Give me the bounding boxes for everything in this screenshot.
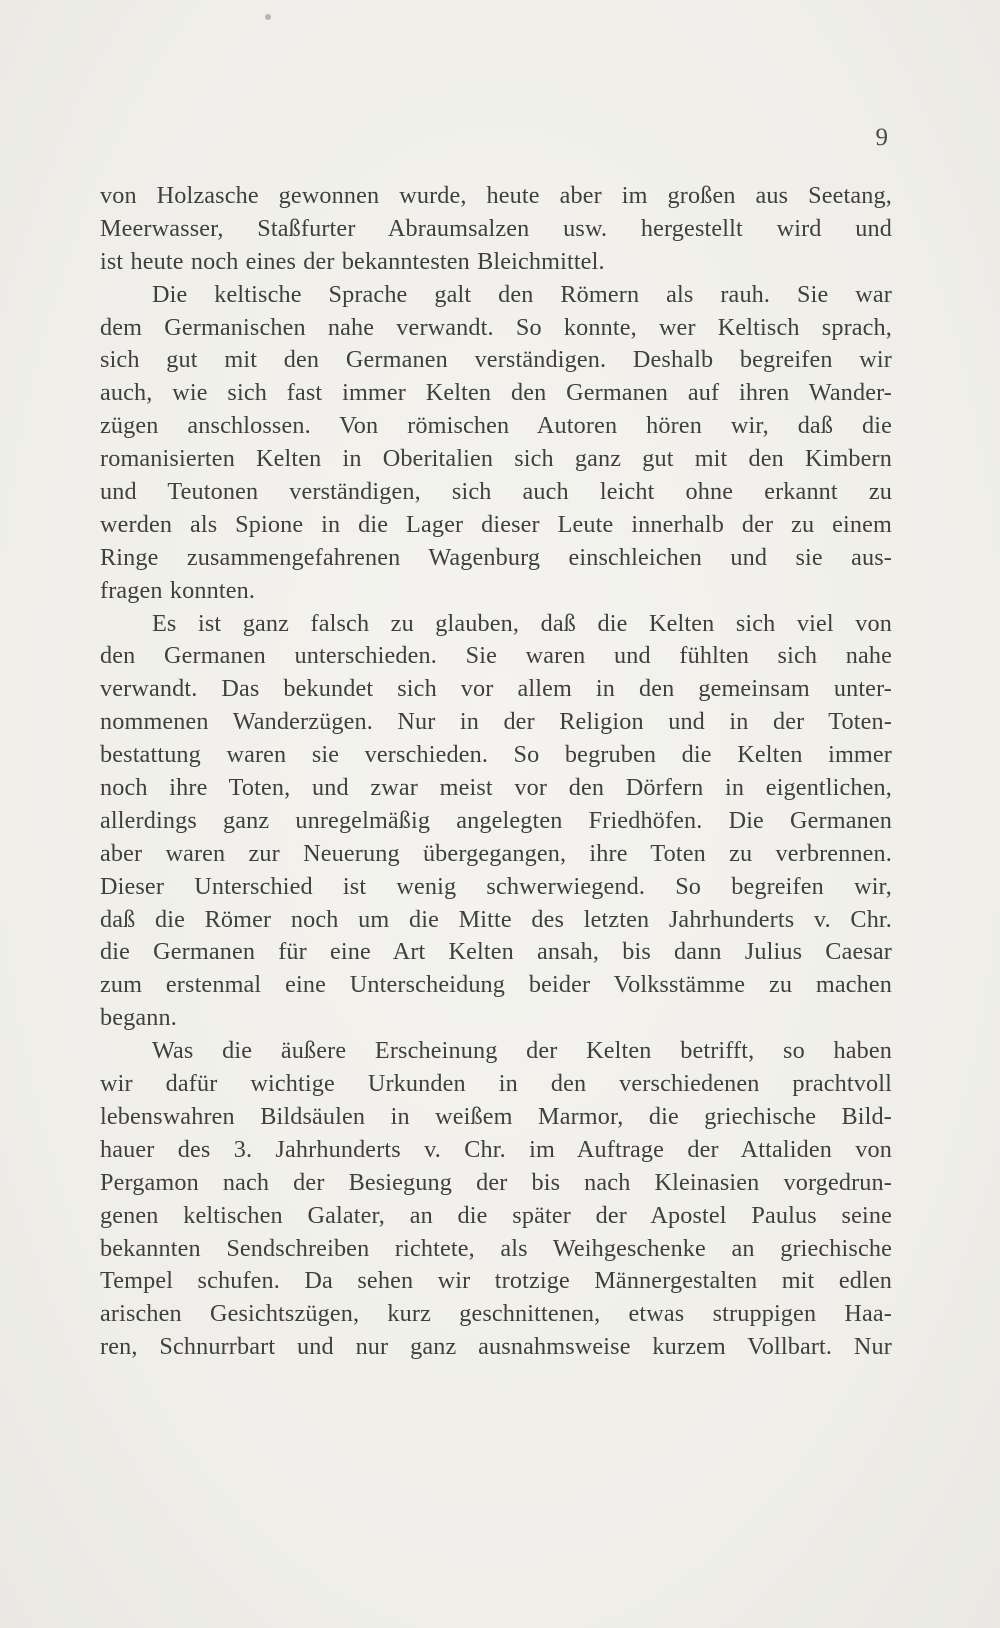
text-line: Dieser Unterschied ist wenig schwerwiegend. So begreifen wir,	[100, 872, 892, 900]
text-line: romanisierten Kelten in Oberitalien sich ganz gut mit den Kimbern	[100, 445, 892, 473]
text-line: genen keltischen Galater, an die später der Apostel Paulus seine	[100, 1201, 892, 1229]
text-line: den Germanen unterschieden. Sie waren und fühlten sich nahe	[100, 642, 892, 670]
text-line: wir dafür wichtige Urkunden in den verschiedenen prachtvoll	[100, 1070, 892, 1098]
text-line: allerdings ganz unregelmäßig angelegten Friedhöfen. Die Germanen	[100, 806, 892, 834]
text-line: noch ihre Toten, und zwar meist vor den Dörfern in eigentlichen,	[100, 774, 892, 802]
text-line: bestattung waren sie verschieden. So begruben die Kelten immer	[100, 741, 892, 769]
paper-speck	[265, 14, 271, 20]
text-line: lebenswahren Bildsäulen in weißem Marmor, die griechische Bild-	[100, 1102, 892, 1130]
text-line: Es ist ganz falsch zu glauben, daß die Kelten sich viel von	[152, 609, 892, 637]
text-line: Ringe zusammengefahrenen Wagenburg einschleichen und sie aus-	[100, 543, 892, 571]
text-line: zügen anschlossen. Von römischen Autoren hören wir, daß die	[100, 412, 892, 440]
text-line: fragen konnten.	[100, 576, 256, 604]
text-line: begann.	[100, 1004, 177, 1032]
text-line: von Holzasche gewonnen wurde, heute aber im großen aus Seetang,	[100, 182, 892, 209]
page-number: 9	[875, 124, 888, 151]
text-line: aber waren zur Neuerung übergegangen, ihre Toten zu verbrennen.	[100, 839, 892, 867]
text-line: dem Germanischen nahe verwandt. So konnte, wer Keltisch sprach,	[100, 313, 892, 341]
text-line: hauer des 3. Jahrhunderts v. Chr. im Auftrage der Attaliden von	[100, 1135, 892, 1163]
text-line: Was die äußere Erscheinung der Kelten betrifft, so haben	[152, 1037, 892, 1065]
text-line: Meerwasser, Staßfurter Abraumsalzen usw. hergestellt wird und	[100, 214, 892, 242]
body-text	[100, 180, 892, 1364]
text-line: ist heute noch eines der bekanntesten Bleichmittel.	[100, 247, 605, 275]
text-line: zum erstenmal eine Unterscheidung beider Volksstämme zu machen	[100, 971, 892, 999]
text-line: auch, wie sich fast immer Kelten den Germanen auf ihren Wander-	[100, 379, 892, 407]
text-line: Pergamon nach der Besiegung der bis nach Kleinasien vorgedrun-	[100, 1168, 892, 1196]
text-line: arischen Gesichtszügen, kurz geschnittenen, etwas struppigen Haa-	[100, 1300, 892, 1328]
text-line: Die keltische Sprache galt den Römern als rauh. Sie war	[152, 280, 892, 308]
text-line: werden als Spione in die Lager dieser Leute innerhalb der zu einem	[100, 510, 892, 538]
text-line: und Teutonen verständigen, sich auch leicht ohne erkannt zu	[100, 478, 892, 506]
text-line: Tempel schufen. Da sehen wir trotzige Männergestalten mit edlen	[100, 1267, 892, 1295]
text-line: die Germanen für eine Art Kelten ansah, bis dann Julius Caesar	[100, 938, 892, 966]
text-line: ren, Schnurrbart und nur ganz ausnahmsweise kurzem Vollbart. Nur	[100, 1333, 892, 1361]
text-line: verwandt. Das bekundet sich vor allem in den gemeinsam unter-	[100, 675, 892, 703]
text-line: daß die Römer noch um die Mitte des letzten Jahrhunderts v. Chr.	[100, 905, 892, 933]
text-line: sich gut mit den Germanen verständigen. Deshalb begreifen wir	[100, 346, 892, 374]
text-line: nommenen Wanderzügen. Nur in der Religion und in der Toten-	[100, 708, 892, 736]
text-line: bekannten Sendschreiben richtete, als Weihgeschenke an griechische	[100, 1234, 892, 1262]
